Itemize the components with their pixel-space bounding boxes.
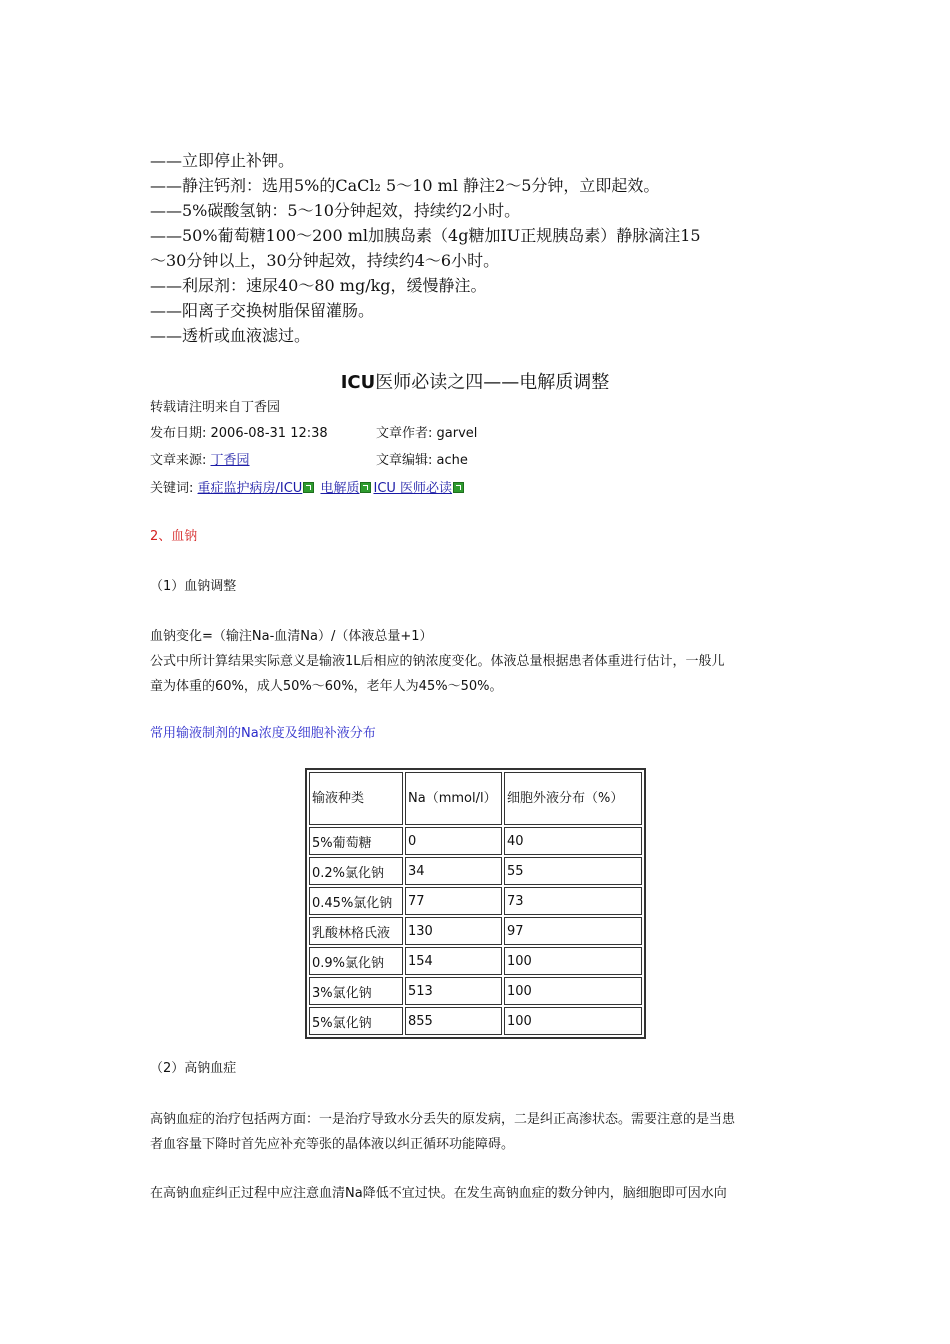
table-cell: 40 <box>504 827 642 855</box>
table-row <box>309 887 642 915</box>
treatment-line: ～30分钟以上，30分钟起效，持续约4～6小时。 <box>150 251 500 270</box>
table-row <box>309 827 642 855</box>
table-cell: 3%氯化钠 <box>309 977 403 1005</box>
treatment-line: ——利尿剂：速尿40～80 mg/kg，缓慢静注。 <box>150 276 487 295</box>
keyword-link[interactable]: 重症监护病房/ICU <box>197 481 303 496</box>
table-row <box>309 977 642 1005</box>
article-title <box>150 370 800 396</box>
table-cell: 130 <box>405 917 502 945</box>
treatment-line: ——阳离子交换树脂保留灌肠。 <box>150 301 375 320</box>
table-header-cell: 细胞外液分布（%） <box>504 772 642 825</box>
formula-note: 公式中所计算结果实际意义是输液1L后相应的钠浓度变化。体液总量根据患者体重进行估计，一般儿 <box>150 654 725 669</box>
table-row <box>309 917 642 945</box>
article-title-bold: ICU <box>340 372 376 393</box>
treatment-list <box>150 148 800 348</box>
table-header-cell: 输液种类 <box>309 772 403 825</box>
table-cell: 100 <box>504 977 642 1005</box>
table-row <box>309 1007 642 1035</box>
table-cell: 513 <box>405 977 502 1005</box>
meta-row-source <box>150 451 468 471</box>
body-paragraph: 在高钠血症纠正过程中应注意血清Na降低不宜过快。在发生高钠血症的数分钟内，脑细胞即可因水向 <box>150 1186 727 1201</box>
table-cell: 55 <box>504 857 642 885</box>
external-link-icon <box>360 482 371 493</box>
table-cell: 0.9%氯化钠 <box>309 947 403 975</box>
table-cell: 100 <box>504 1007 642 1035</box>
table-cell: 855 <box>405 1007 502 1035</box>
table-cell: 100 <box>504 947 642 975</box>
treatment-line: ——静注钙剂：选用5%的CaCl₂ 5～10 ml 静注2～5分钟，立即起效。 <box>150 176 660 195</box>
keyword-link[interactable]: ICU 医师必读 <box>373 481 453 496</box>
table-cell: 5%葡萄糖 <box>309 827 403 855</box>
external-link-icon <box>303 482 314 493</box>
table-cell: 0.45%氯化钠 <box>309 887 403 915</box>
table-cell: 97 <box>504 917 642 945</box>
formula-note: 童为体重的60%，成人50%～60%，老年人为45%～50%。 <box>150 679 503 694</box>
table-cell: 77 <box>405 887 502 915</box>
article-author: 文章作者: garvel <box>376 426 478 441</box>
body-paragraph: 高钠血症的治疗包括两方面：一是治疗导致水分丢失的原发病，二是纠正高渗状态。需要注意的是当患 <box>150 1112 736 1127</box>
table-cell: 154 <box>405 947 502 975</box>
body-paragraph: 者血容量下降时首先应补充等张的晶体液以纠正循环功能障碍。 <box>150 1137 515 1152</box>
publish-date: 发布日期: 2006-08-31 12:38 <box>150 426 328 441</box>
external-link-icon <box>453 482 464 493</box>
table-header-cell: Na（mmol/l） <box>405 772 502 825</box>
table-cell: 乳酸林格氏液 <box>309 917 403 945</box>
article-title-rest: 医师必读之四——电解质调整 <box>375 372 610 393</box>
subsection-heading: （2）高钠血症 <box>150 1061 237 1076</box>
source-link[interactable]: 丁香园 <box>210 453 250 468</box>
table-row <box>309 947 642 975</box>
reprint-note: 转载请注明来自丁香园 <box>150 400 281 415</box>
table-cell: 0.2%氯化钠 <box>309 857 403 885</box>
treatment-line: ——5%碳酸氢钠：5～10分钟起效，持续约2小时。 <box>150 201 521 220</box>
meta-row-date <box>150 424 478 444</box>
keywords-row <box>150 479 466 499</box>
table-header-row <box>309 772 642 825</box>
table-row <box>309 857 642 885</box>
table-cell: 73 <box>504 887 642 915</box>
keyword-link[interactable]: 电解质 <box>320 481 360 496</box>
table-caption: 常用输液制剂的Na浓度及细胞补液分布 <box>150 726 376 741</box>
treatment-line: ——立即停止补钾。 <box>150 151 295 170</box>
source-label: 文章来源: <box>150 453 211 468</box>
table-cell: 0 <box>405 827 502 855</box>
keywords-label: 关键词: <box>150 481 198 496</box>
na-concentration-table <box>305 768 646 1039</box>
subsection-heading: （1）血钠调整 <box>150 579 237 594</box>
treatment-line: ——透析或血液滤过。 <box>150 326 311 345</box>
table-cell: 5%氯化钠 <box>309 1007 403 1035</box>
article-editor: 文章编辑: ache <box>376 453 468 468</box>
table-cell: 34 <box>405 857 502 885</box>
section-heading: 2、血钠 <box>150 529 198 544</box>
formula: 血钠变化=（输注Na-血清Na）/（体液总量+1） <box>150 629 433 644</box>
treatment-line: ——50%葡萄糖100～200 ml加胰岛素（4g糖加IU正规胰岛素）静脉滴注15 <box>150 226 701 245</box>
